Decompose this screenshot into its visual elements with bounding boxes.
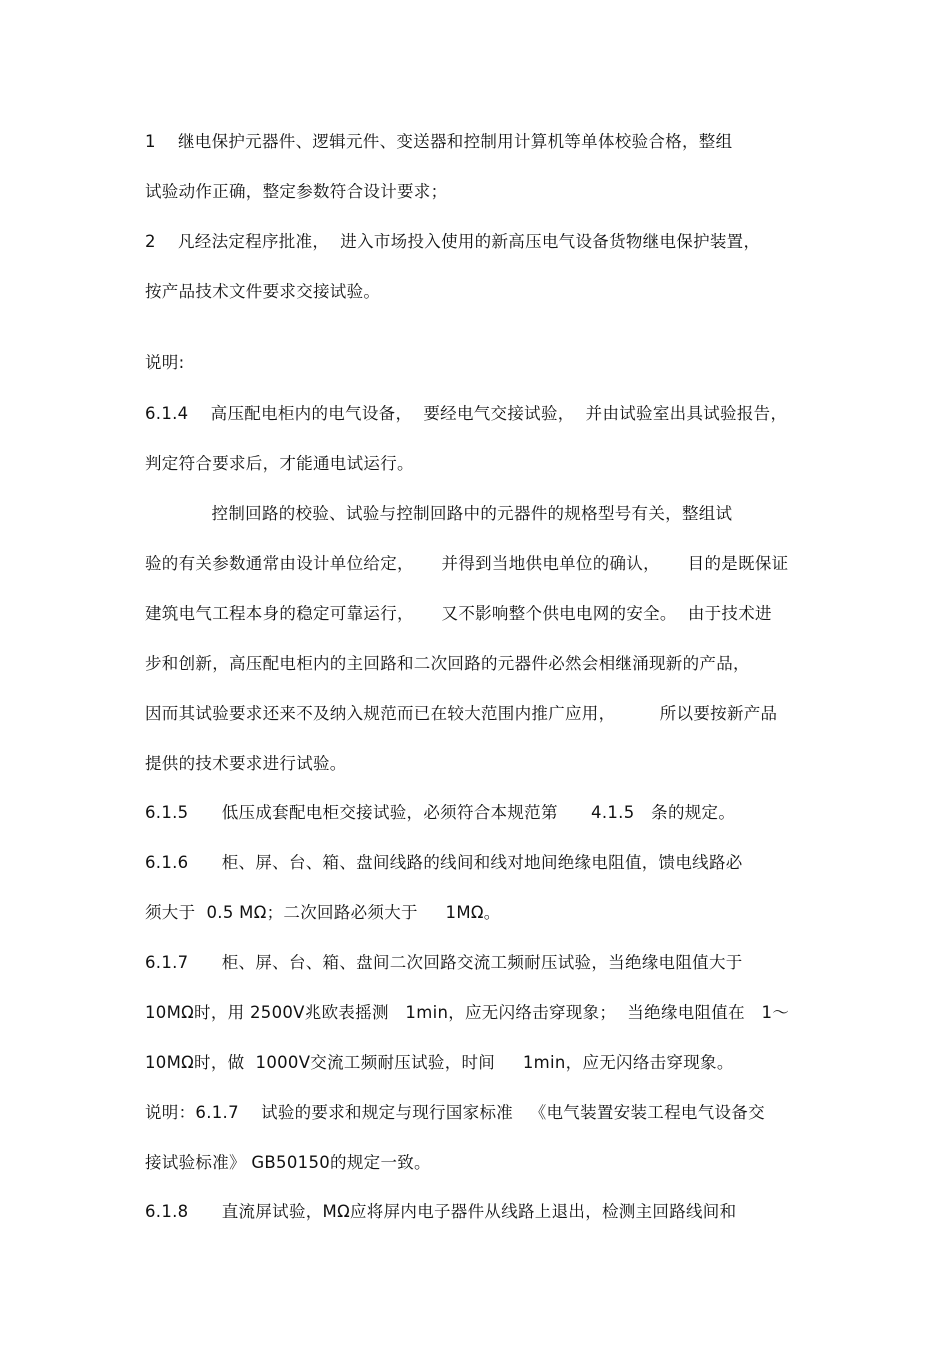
text-line: 6.1.6 柜、屏、台、箱、盘间线路的线间和线对地间绝缘电阻值，馈电线路必 <box>145 853 743 872</box>
text-line: 1 继电保护元器件、逻辑元件、变送器和控制用计算机等单体校验合格，整组 <box>145 132 733 151</box>
text-line: 试验动作正确，整定参数符合设计要求； <box>145 182 448 201</box>
text-line: 说明: <box>145 353 185 372</box>
text-line: 按产品技术文件要求交接试验。 <box>145 282 381 301</box>
text-line: 因而其试验要求还来不及纳入规范而已在较大范围内推广应用， 所以要按新产品 <box>145 704 778 723</box>
text-line: 6.1.7 柜、屏、台、箱、盘间二次回路交流工频耐压试验，当绝缘电阻值大于 <box>145 953 743 972</box>
text-line: 提供的技术要求进行试验。 <box>145 754 347 773</box>
text-line: 判定符合要求后，才能通电试运行。 <box>145 454 414 473</box>
text-line: 6.1.8 直流屏试验，MΩ应将屏内电子器件从线路上退出，检测主回路线间和 <box>145 1202 737 1221</box>
text-line: 10MΩ时，做 1000V交流工频耐压试验，时间 1min，应无闪络击穿现象。 <box>145 1053 734 1072</box>
text-line: 6.1.4 高压配电柜内的电气设备， 要经电气交接试验， 并由试验室出具试验报告， <box>145 404 788 423</box>
text-line: 说明：6.1.7 试验的要求和规定与现行国家标准 《电气装置安装工程电气设备交 <box>145 1103 765 1122</box>
text-line: 须大于 0.5 MΩ；二次回路必须大于 1MΩ。 <box>145 903 501 922</box>
text-line: 6.1.5 低压成套配电柜交接试验，必须符合本规范第 4.1.5 条的规定。 <box>145 803 736 822</box>
text-line: 10MΩ时，用 2500V兆欧表摇测 1min，应无闪络击穿现象； 当绝缘电阻值在 1～ <box>145 1003 790 1022</box>
text-line: 2 凡经法定程序批准， 进入市场投入使用的新高压电气设备货物继电保护装置， <box>145 232 761 251</box>
text-line: 控制回路的校验、试验与控制回路中的元器件的规格型号有关，整组试 <box>145 504 733 523</box>
text-line: 建筑电气工程本身的稳定可靠运行， 又不影响整个供电电网的安全。 由于技术进 <box>145 604 772 623</box>
text-line: 接试验标准》 GB50150的规定一致。 <box>145 1153 431 1172</box>
text-line: 验的有关参数通常由设计单位给定， 并得到当地供电单位的确认， 目的是既保证 <box>145 554 789 573</box>
text-line: 步和创新，高压配电柜内的主回路和二次回路的元器件必然会相继涌现新的产品， <box>145 654 750 673</box>
